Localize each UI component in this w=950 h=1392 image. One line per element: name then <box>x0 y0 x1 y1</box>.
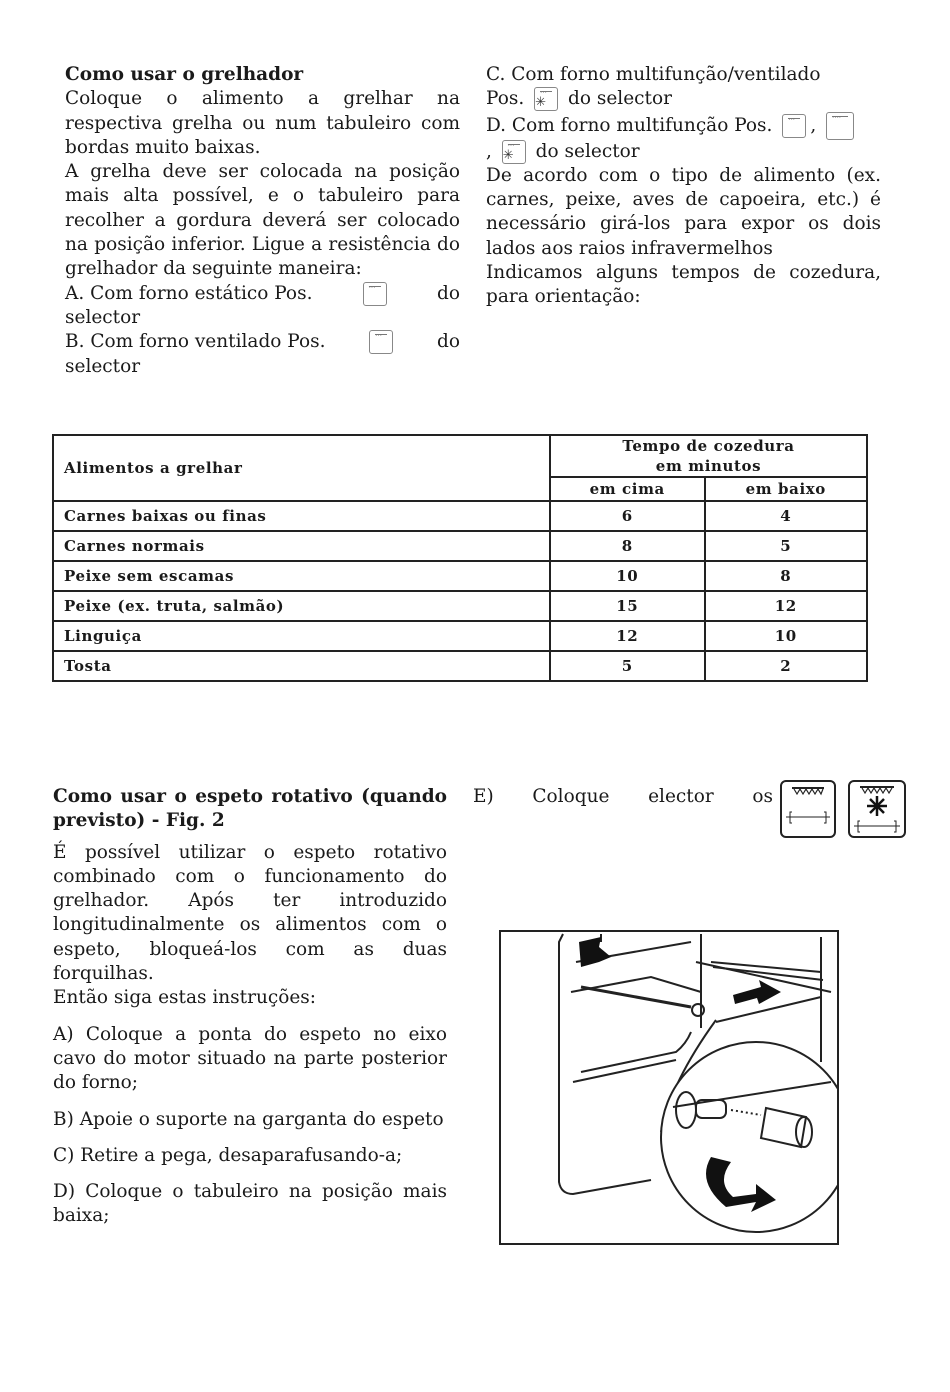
food-cell: Carnes baixas ou finas <box>53 501 550 531</box>
item-b-text: B. Com forno ventilado Pos. <box>65 331 326 353</box>
food-cell: Tosta <box>53 651 550 681</box>
item-c-prefix: Pos. <box>486 88 525 110</box>
step-e-w3: elector <box>648 786 714 807</box>
header-bottom: em baixo <box>705 477 868 501</box>
item-a-suffix: do <box>437 282 460 304</box>
spit-instructions <box>53 785 447 1229</box>
spit-step-b: B) Apoie o suporte na garganta do espeto <box>53 1108 444 1130</box>
food-cell: Peixe sem escamas <box>53 561 550 591</box>
grill-spit-icon <box>780 780 836 838</box>
grill-element-icon: ᵛᵛᵛ <box>363 282 387 306</box>
grill-fan-icon: ᵛᵛᵛ ✳ <box>534 87 558 111</box>
item-a <box>65 282 460 306</box>
time-bottom-cell: 4 <box>705 501 868 531</box>
item-c <box>486 87 881 111</box>
time-top-cell: 10 <box>550 561 705 591</box>
time-bottom-cell: 2 <box>705 651 868 681</box>
grill-element-icon: ᵛᵛᵛ <box>782 114 806 138</box>
spit-step-d: D) Coloque o tabuleiro na posição mais baixa; <box>53 1181 447 1227</box>
item-a-text: A. Com forno estático Pos. <box>65 282 313 304</box>
header-food: Alimentos a grelhar <box>53 435 550 501</box>
item-d-line2 <box>486 140 881 164</box>
grill-paragraph-2: A grelha deve ser colocada na posição mais alta possível, e o tabuleiro para recolher a gordura deverá ser colocado na posição inferior. Ligue a resistência do grelhador da seguinte maneira: <box>65 161 460 280</box>
food-cell: Carnes normais <box>53 531 550 561</box>
item-c-suffix: do selector <box>568 88 672 110</box>
grill-fan-icon: ᵛᵛᵛ ✳ <box>502 140 526 164</box>
double-grill-icon: ᵛᵛᵛᵛ <box>826 112 854 140</box>
item-b <box>65 330 460 354</box>
header-cooking-time <box>550 435 867 477</box>
item-c-line1: C. Com forno multifunção/ventilado <box>486 64 821 85</box>
header-time-line2: em minutos <box>655 457 762 475</box>
step-e-w4: os <box>752 786 773 807</box>
table-row <box>53 531 867 561</box>
grill-fan-spit-icon <box>848 780 906 838</box>
grill-paragraph-3: De acordo com o tipo de alimento (ex. carnes, peixe, aves de capoeira, etc.) é necessário girá-los para expor os dois lados aos raios infravermelhos <box>486 164 881 259</box>
time-bottom-cell: 12 <box>705 591 868 621</box>
table-row <box>53 591 867 621</box>
spit-intro: É possível utilizar o espeto rotativo combinado com o funcionamento do grelhador. Após ter introduzido longitudinalmente os alimentos com o espeto, bloqueá-los com as duas forquilhas. <box>53 841 447 985</box>
section-title-grill: Como usar o grelhador <box>65 64 304 85</box>
rotisserie-spit-illustration <box>499 930 839 1245</box>
header-top: em cima <box>550 477 705 501</box>
grill-paragraph-1: Coloque o alimento a grelhar na respectiva grelha ou num tabuleiro com bordas muito baixas. <box>65 88 460 158</box>
step-e-w2: Coloque <box>532 786 610 807</box>
item-d <box>486 112 881 140</box>
item-d-separator: , <box>810 114 817 136</box>
table-row <box>53 561 867 591</box>
item-a-tail: selector <box>65 306 141 328</box>
time-top-cell: 12 <box>550 621 705 651</box>
grill-instructions-right <box>486 63 881 310</box>
grill-paragraph-4: Indicamos alguns tempos de cozedura, para orientação: <box>486 262 881 308</box>
food-cell: Linguiça <box>53 621 550 651</box>
time-bottom-cell: 10 <box>705 621 868 651</box>
time-bottom-cell: 8 <box>705 561 868 591</box>
table-row <box>53 651 867 681</box>
item-d-prefix: D. Com forno multifunção Pos. <box>486 114 773 136</box>
time-top-cell: 5 <box>550 651 705 681</box>
step-e-w1: E) <box>473 786 494 807</box>
grilling-times-table <box>52 434 868 682</box>
item-b-suffix: do <box>437 331 460 353</box>
time-top-cell: 8 <box>550 531 705 561</box>
grill-instructions-left <box>65 63 460 379</box>
table-row <box>53 501 867 531</box>
spit-step-a: A) Coloque a ponta do espeto no eixo cavo do motor situado na parte posterior do forno; <box>53 1023 447 1094</box>
spit-step-c: C) Retire a pega, desaparafusando-a; <box>53 1144 403 1166</box>
header-time-line1: Tempo de cozedura <box>622 437 795 455</box>
item-d-separator-2: , <box>486 140 492 162</box>
spit-step-e <box>473 785 773 809</box>
time-bottom-cell: 5 <box>705 531 868 561</box>
item-d-suffix: do selector <box>535 140 640 162</box>
section-title-spit: Como usar o espeto rotativo (quando previsto) - Fig. 2 <box>53 786 447 832</box>
food-cell: Peixe (ex. truta, salmão) <box>53 591 550 621</box>
table-row <box>53 621 867 651</box>
time-top-cell: 15 <box>550 591 705 621</box>
grill-element-icon: ᵛᵛᵛ <box>369 330 393 354</box>
time-top-cell: 6 <box>550 501 705 531</box>
item-b-tail: selector <box>65 355 141 377</box>
spit-then: Então siga estas instruções: <box>53 987 317 1009</box>
